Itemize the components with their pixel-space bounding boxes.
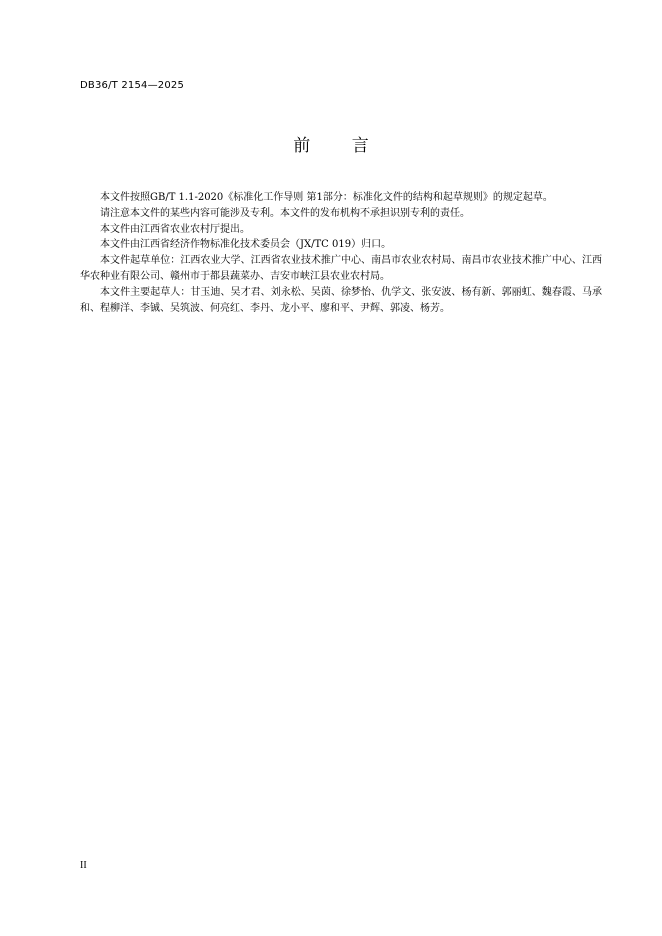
paragraph-drafting-units: 本文件起草单位：江西农业大学、江西省农业技术推广中心、南昌市农业农村局、南昌市农业技术推广中心、江西华农种业有限公司、赣州市于都县蔬菜办、吉安市峡江县农业农村局。 bbox=[80, 255, 602, 282]
paragraph-drafters: 本文件主要起草人：甘玉迪、吴才君、刘永松、吴茵、徐梦怡、仇学文、张安波、杨有新、郭丽虹、魏春霞、马承和、程柳洋、李铖、吴筑波、何亮红、李丹、龙小平、廖和平、尹辉、郭凌、杨芳。 bbox=[80, 286, 602, 314]
standard-code: DB36/T 2154—2025 bbox=[80, 80, 185, 91]
paragraph-committee: 本文件由江西省经济作物标准化技术委员会（JX/TC 019）归口。 bbox=[100, 239, 392, 251]
paragraph-proposer: 本文件由江西省农业农村厅提出。 bbox=[100, 223, 250, 235]
page-title: 前 言 bbox=[293, 136, 369, 156]
paragraph-drafting-rules: 本文件按照GB/T 1.1-2020《标准化工作导则 第1部分：标准化文件的结构和起草规则》的规定起草。 bbox=[100, 192, 553, 203]
page-number: II bbox=[80, 860, 87, 871]
paragraph-patent-notice: 请注意本文件的某些内容可能涉及专利。本文件的发布机构不承担识别专利的责任。 bbox=[100, 207, 470, 219]
foreword-body bbox=[80, 190, 602, 316]
